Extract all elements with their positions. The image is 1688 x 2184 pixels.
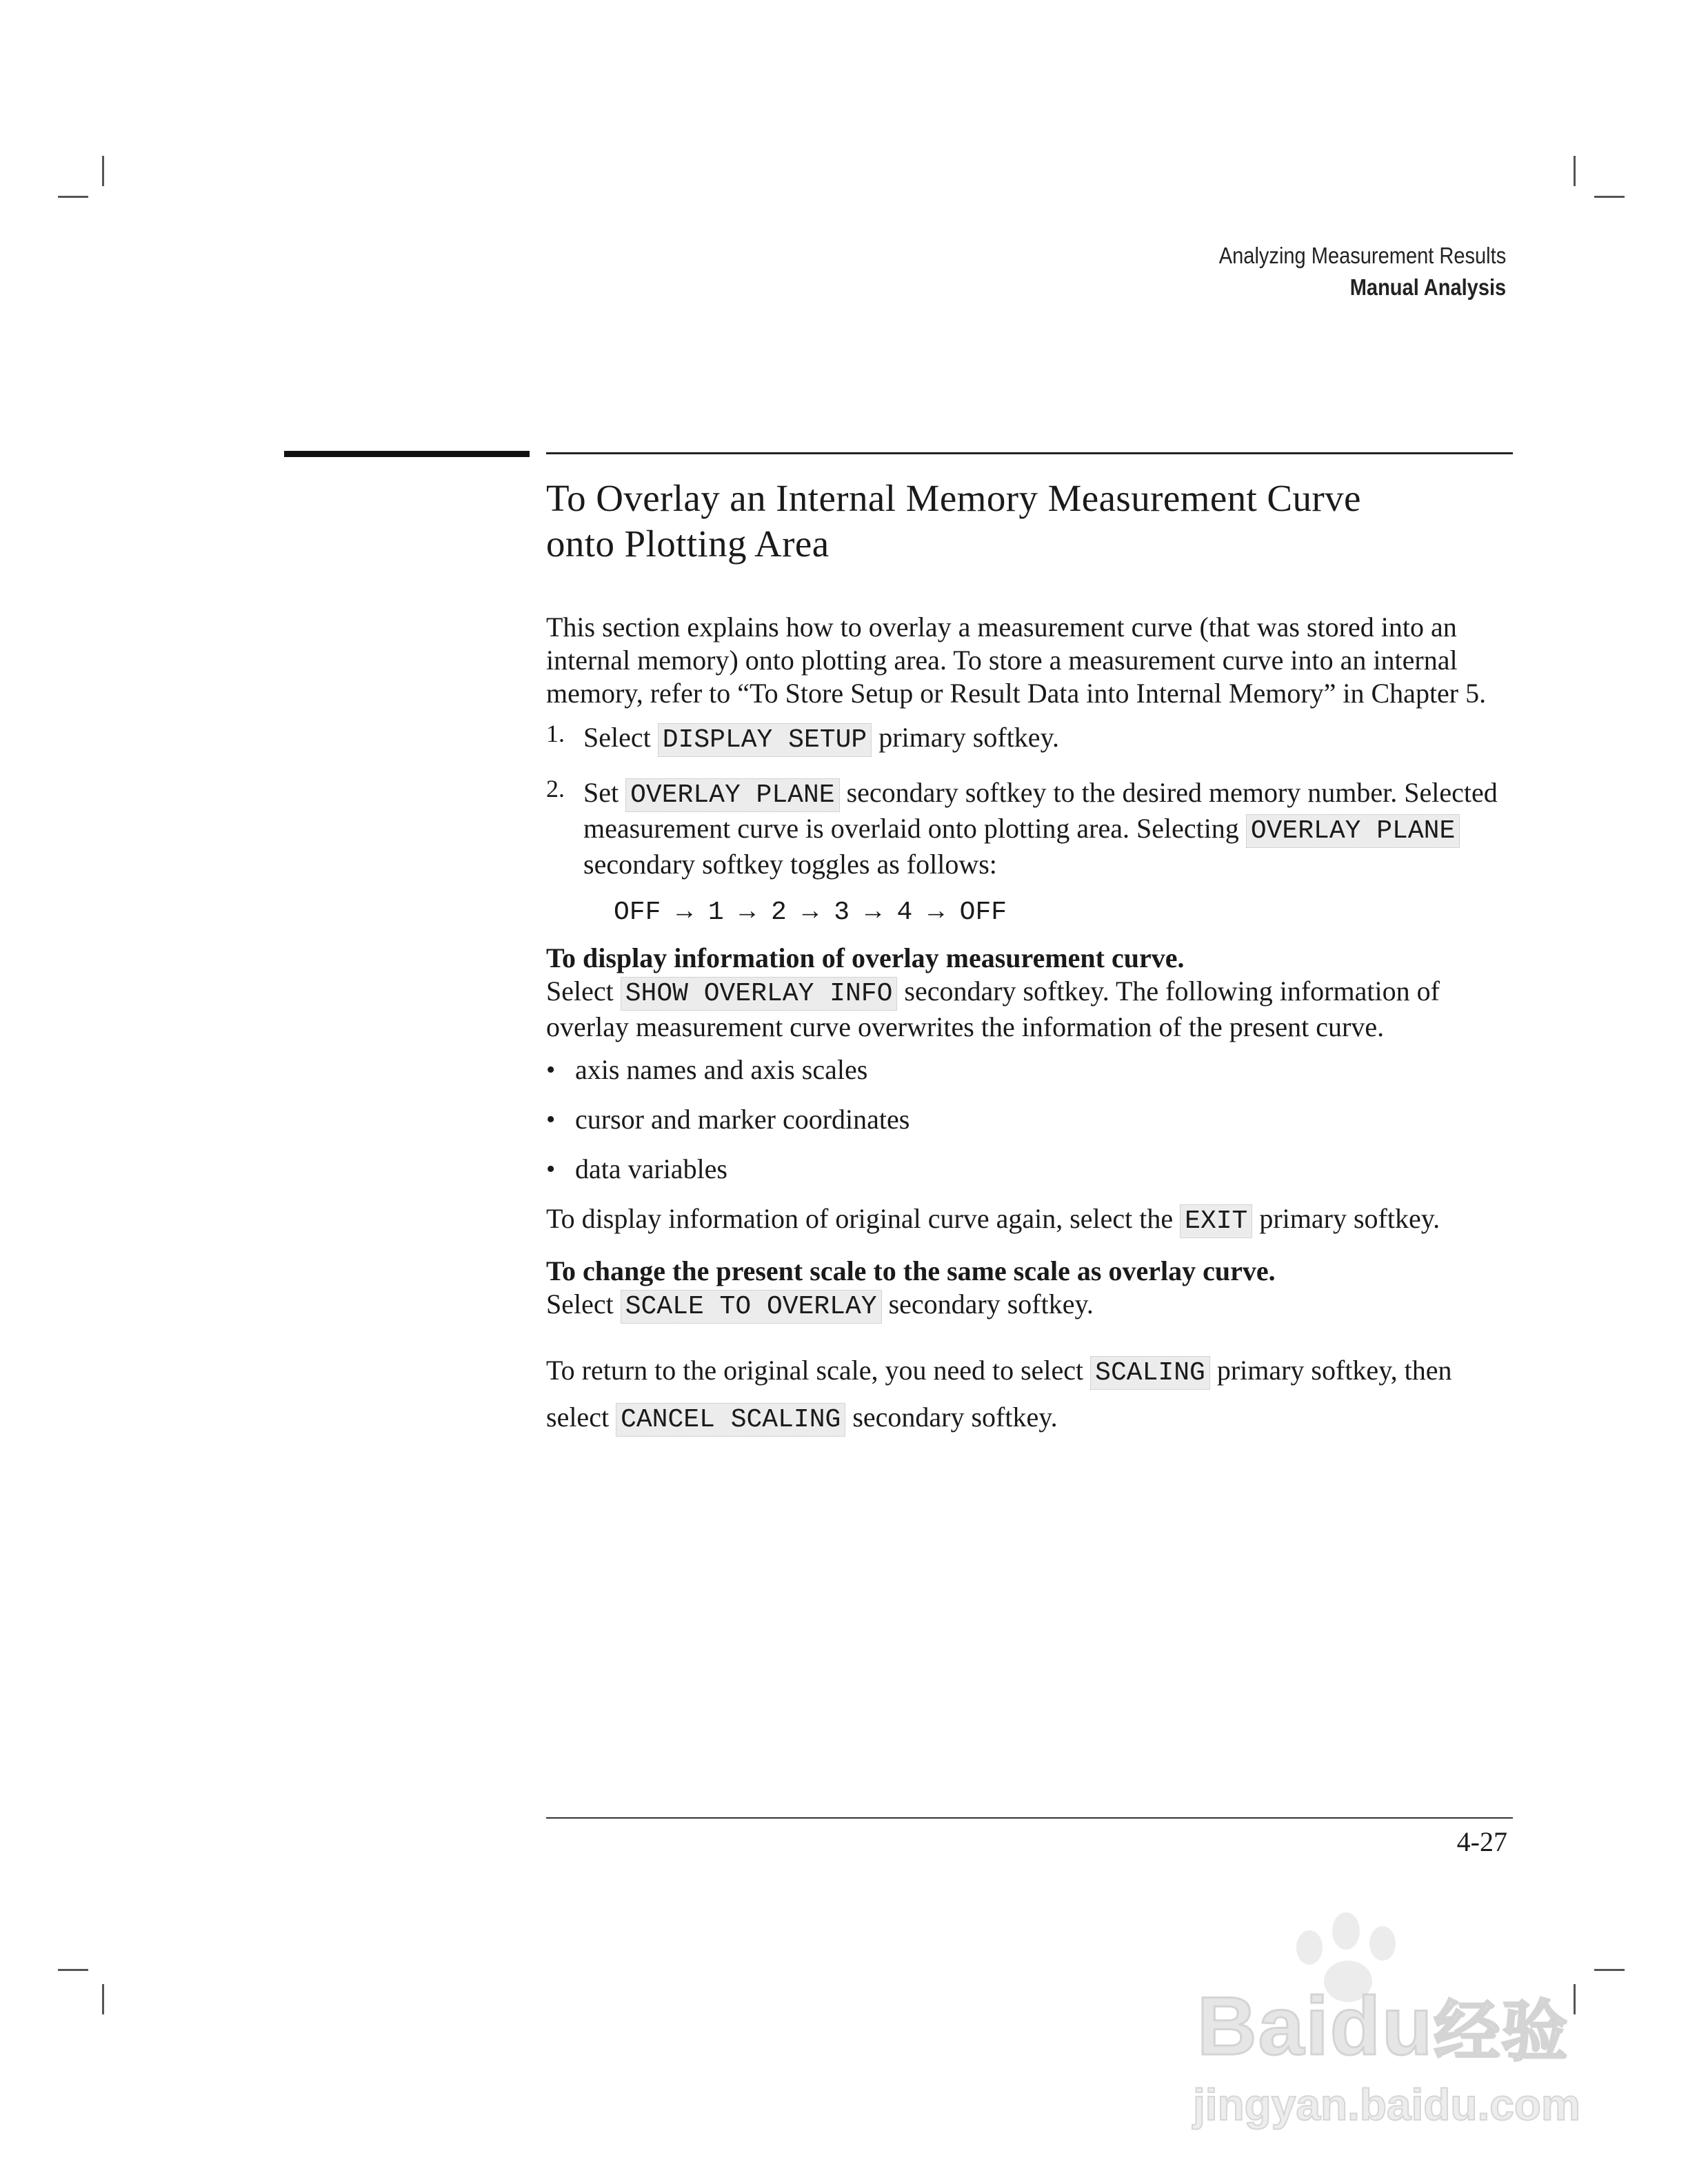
- text: Select: [546, 1288, 614, 1320]
- step-text: secondary softkey toggles as follows:: [583, 849, 997, 880]
- return-scale-paragraph: [546, 1348, 1520, 1442]
- crop-mark: [1574, 1984, 1576, 2014]
- softkey-scaling: SCALING: [1090, 1356, 1210, 1390]
- display-info-paragraph: [546, 975, 1520, 1044]
- brand-text: Bai: [1197, 1980, 1330, 2072]
- section-rule-thick: [284, 451, 530, 457]
- toggle-sequence: OFF → 1 → 2 → 3 → 4 → OFF: [614, 898, 1007, 927]
- list-item: • axis names and axis scales: [546, 1053, 1520, 1086]
- original-curve-paragraph: [546, 1202, 1520, 1238]
- crop-mark: [58, 196, 88, 198]
- crop-mark: [1594, 1969, 1625, 1971]
- step-number: 2.: [546, 775, 565, 802]
- text: secondary softkey.: [852, 1402, 1058, 1433]
- subheading-change-scale: To change the present scale to the same scale as overlay curve.: [546, 1255, 1276, 1286]
- watermark-url: jingyan.baidu.com: [1193, 2080, 1580, 2130]
- paw-icon: [1296, 1930, 1323, 1965]
- text: secondary softkey.: [888, 1288, 1094, 1320]
- text: To display information of original curve again, select the: [546, 1203, 1174, 1234]
- softkey-cancel-scaling: CANCEL SCALING: [616, 1403, 845, 1437]
- text: To return to the original scale, you need to select: [546, 1355, 1084, 1386]
- step-number: 1.: [546, 720, 565, 747]
- text: Select: [546, 975, 614, 1007]
- page-title: [546, 476, 1520, 567]
- list-item: • data variables: [546, 1153, 1520, 1186]
- softkey-show-overlay-info: SHOW OVERLAY INFO: [621, 977, 898, 1011]
- softkey-display-setup: DISPLAY SETUP: [658, 723, 872, 757]
- title-line-2: onto Plotting Area: [546, 523, 830, 565]
- running-header: [1180, 241, 1506, 305]
- footer-rule: [546, 1817, 1513, 1819]
- intro-paragraph: This section explains how to overlay a measurement curve (that was stored into an internal memory) onto plotting area. To store a measurement curve into an internal memory, refer to “To Store Setup or Result Data into Internal Memory” in Chapter 5.: [546, 611, 1487, 709]
- paw-icon: [1332, 1912, 1360, 1950]
- crop-mark: [102, 1984, 104, 2014]
- brand-text: du: [1329, 1980, 1434, 2072]
- step-text: Select: [583, 722, 651, 753]
- softkey-scale-to-overlay: SCALE TO OVERLAY: [621, 1290, 882, 1324]
- crop-mark: [58, 1969, 88, 1971]
- crop-mark: [1594, 196, 1625, 198]
- list-item: • cursor and marker coordinates: [546, 1103, 1520, 1136]
- text: secondary softkey. The following information of overlay measurement curve overwrites the information of the present curve.: [546, 975, 1440, 1042]
- paw-icon: [1369, 1926, 1396, 1961]
- softkey-overlay-plane: OVERLAY PLANE: [1246, 814, 1460, 848]
- page-content: [546, 466, 1520, 1442]
- text: primary softkey.: [1259, 1203, 1440, 1234]
- subheading-display-info: To display information of overlay measurement curve.: [546, 942, 1185, 973]
- info-bullet-list: [546, 1053, 1520, 1186]
- text: primary softkey, then select: [546, 1355, 1452, 1433]
- page-number: 4-27: [1456, 1826, 1507, 1857]
- watermark-brand: [1197, 1979, 1569, 2074]
- step-1: [546, 721, 1520, 757]
- softkey-exit: EXIT: [1180, 1204, 1252, 1238]
- brand-text: 经验: [1434, 1995, 1569, 2069]
- step-text: Set: [583, 777, 619, 808]
- crop-mark: [1574, 156, 1576, 186]
- section-rule: [546, 452, 1513, 454]
- header-section: Manual Analysis: [1349, 274, 1506, 300]
- softkey-overlay-plane: OVERLAY PLANE: [625, 778, 839, 812]
- step-text: secondary softkey to the desired memory number. Selected measurement curve is overlaid onto plotting area. Selecting: [583, 777, 1498, 844]
- step-2: [546, 776, 1520, 881]
- header-chapter: Analyzing Measurement Results: [1218, 243, 1506, 268]
- crop-mark: [102, 156, 104, 186]
- change-scale-paragraph: [546, 1288, 1520, 1324]
- step-text: primary softkey.: [878, 722, 1059, 753]
- baidu-watermark: [1186, 1910, 1580, 2137]
- title-line-1: To Overlay an Internal Memory Measurement Curve: [546, 477, 1361, 519]
